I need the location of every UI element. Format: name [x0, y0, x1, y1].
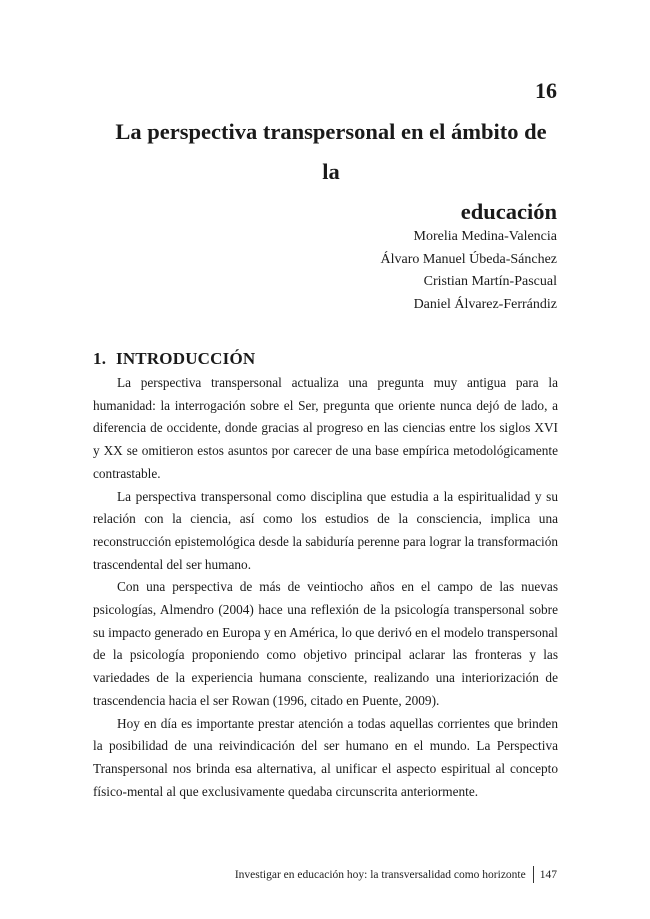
body-text	[93, 372, 558, 803]
section-title: INTRODUCCIÓN	[116, 349, 256, 368]
page-footer	[235, 866, 557, 883]
paragraph: La perspectiva transpersonal como disciplina que estudia a la espiritualidad y su relación con la ciencia, así como los estudios de la consciencia, implica una reconstrucción epistemológica desde la sabiduría perenne para lograr la transformación trascendental del ser humano.	[93, 488, 558, 572]
chapter-title-line-1: La perspectiva transpersonal en el ámbito de la	[115, 119, 547, 184]
author-list	[381, 226, 557, 316]
chapter-title-line-2: educación	[460, 199, 557, 224]
section-number: 1.	[93, 349, 107, 368]
section-heading	[93, 349, 255, 369]
footer-book-title: Investigar en educación hoy: la transversalidad como horizonte	[234, 868, 526, 881]
author-name: Cristian Martín-Pascual	[423, 274, 557, 289]
chapter-number: 16	[535, 78, 557, 103]
author-name: Álvaro Manuel Úbeda-Sánchez	[380, 251, 557, 267]
paragraph: Hoy en día es importante prestar atención a todas aquellas corrientes que brinden la posibilidad de una reivindicación del ser humano en el mundo. La Perspectiva Transpersonal nos brinda esa alternativa, al unificar el aspecto espiritual al concepto físico-mental al que exclusivamente quedaba circunscrita anteriormente.	[93, 715, 558, 799]
chapter-title	[93, 112, 557, 232]
author-name: Morelia Medina-Valencia	[413, 229, 557, 244]
author-name: Daniel Álvarez-Ferrándiz	[413, 296, 557, 312]
paragraph: La perspectiva transpersonal actualiza una pregunta muy antigua para la humanidad: la interrogación sobre el Ser, pregunta que oriente nunca dejó de lado, a diferencia de occidente, donde gracias al progreso en las ciencias entre los siglos XVI y XX se omitieron estos asuntos por carecer de una base empírica metodológicamente contrastable.	[93, 375, 558, 481]
footer-divider	[533, 866, 534, 883]
paragraph: Con una perspectiva de más de veintiocho años en el campo de las nuevas psicologías, Almendro (2004) hace una reflexión de la psicología transpersonal sobre su impacto generado en Europa y en América, lo que derivó en el modelo transpersonal de la psicología proponiendo como objetivo principal aclarar las fronteras y las variedades de la experiencia humana consciente, realizando una interiorización de trascendencia hacia el ser Rowan (1996, citado en Puente, 2009).	[93, 579, 558, 708]
page-number: 147	[539, 868, 557, 881]
